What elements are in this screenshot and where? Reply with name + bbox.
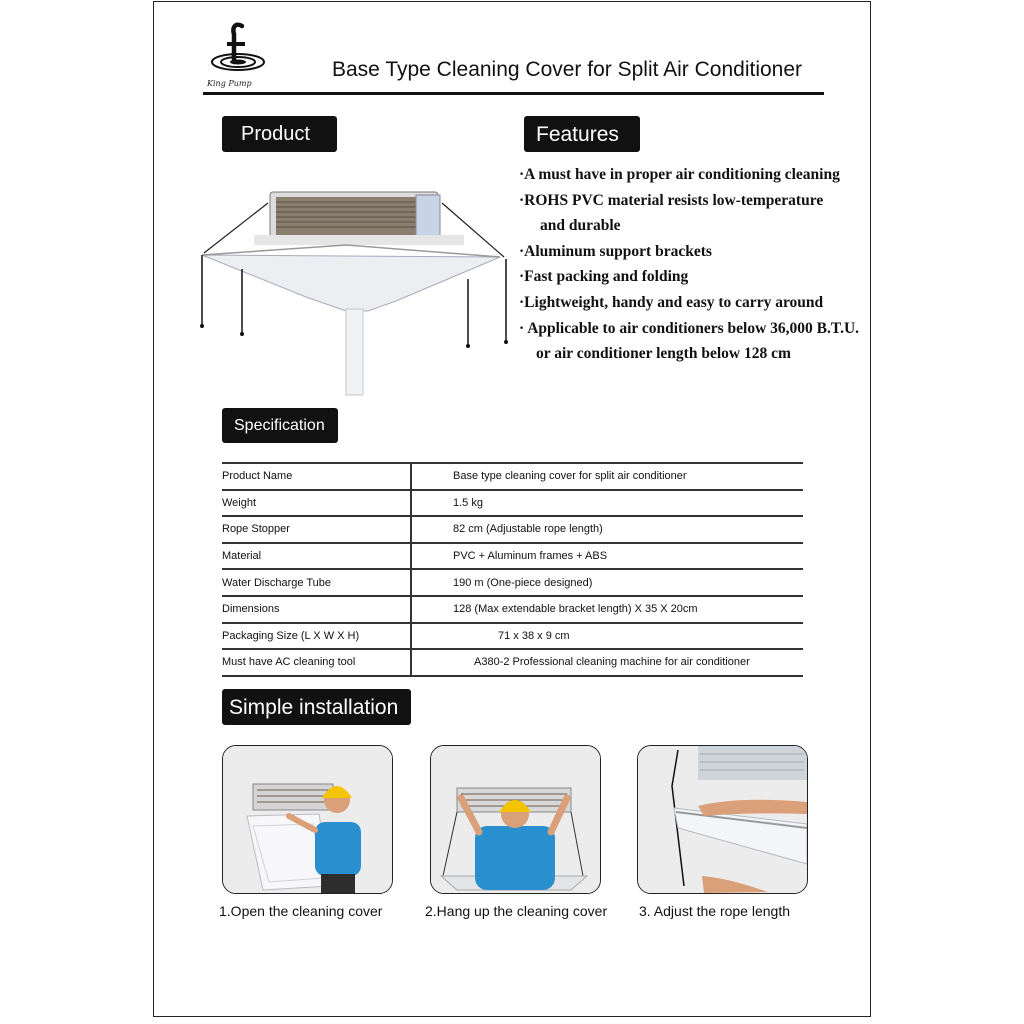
adjust-rope-photo-icon bbox=[638, 746, 807, 893]
table-row bbox=[222, 596, 803, 623]
hang-cover-photo-icon bbox=[431, 746, 600, 893]
table-row bbox=[222, 490, 803, 517]
table-row bbox=[222, 463, 803, 490]
spec-value: 82 cm (Adjustable rope length) bbox=[411, 516, 803, 543]
step-caption: 3. Adjust the rope length bbox=[639, 903, 790, 919]
spec-key: Water Discharge Tube bbox=[222, 569, 411, 596]
step-caption: 2.Hang up the cleaning cover bbox=[425, 903, 608, 919]
spec-value: Base type cleaning cover for split air conditioner bbox=[411, 463, 803, 490]
spec-value: 128 (Max extendable bracket length) X 35 X 20cm bbox=[411, 596, 803, 623]
page-title: Base Type Cleaning Cover for Split Air Conditioner bbox=[332, 58, 803, 81]
section-heading-product: Product bbox=[222, 116, 337, 152]
features-list bbox=[519, 162, 859, 367]
feature-item: ·Lightweight, handy and easy to carry around bbox=[519, 293, 824, 311]
spec-key: Must have AC cleaning tool bbox=[222, 649, 411, 676]
brand-name: King Pump bbox=[207, 79, 252, 88]
product-photo bbox=[196, 183, 512, 399]
section-heading-features: Features bbox=[524, 116, 640, 152]
feature-item: ·A must have in proper air conditioning cleaning bbox=[519, 166, 840, 183]
spec-key: Dimensions bbox=[222, 596, 411, 623]
table-row bbox=[222, 516, 803, 543]
feature-item: and durable bbox=[540, 217, 621, 235]
feature-item: ·Aluminum support brackets bbox=[519, 242, 712, 260]
specification-table bbox=[222, 462, 803, 677]
step-1-photo bbox=[222, 745, 393, 894]
spec-value: 1.5 kg bbox=[411, 490, 803, 517]
spec-key: Rope Stopper bbox=[222, 516, 411, 543]
spec-value: 190 m (One-piece designed) bbox=[411, 569, 803, 596]
section-heading-specification: Specification bbox=[222, 408, 338, 443]
spec-key: Material bbox=[222, 543, 411, 570]
step-3-photo bbox=[637, 745, 808, 894]
title-divider bbox=[203, 92, 824, 95]
feature-item: ·Fast packing and folding bbox=[519, 268, 689, 286]
spec-key: Product Name bbox=[222, 463, 411, 490]
section-heading-installation: Simple installation bbox=[222, 689, 411, 725]
table-row bbox=[222, 543, 803, 570]
feature-item: · Applicable to air conditioners below 36,000 B.T.U. bbox=[519, 319, 860, 337]
feature-item: ·ROHS PVC material resists low-temperature bbox=[519, 191, 824, 209]
open-cover-photo-icon bbox=[223, 746, 392, 893]
table-row bbox=[222, 649, 803, 676]
spec-key: Packaging Size (L X W X H) bbox=[222, 623, 411, 650]
spec-value: A380-2 Professional cleaning machine for air conditioner bbox=[411, 649, 803, 676]
spec-value: 71 x 38 x 9 cm bbox=[411, 623, 803, 650]
feature-item: or air conditioner length below 128 cm bbox=[536, 345, 791, 363]
step-caption: 1.Open the cleaning cover bbox=[219, 903, 383, 919]
step-2-photo bbox=[430, 745, 601, 894]
spec-key: Weight bbox=[222, 490, 411, 517]
spec-value: PVC + Aluminum frames + ABS bbox=[411, 543, 803, 570]
table-row bbox=[222, 569, 803, 596]
table-row bbox=[222, 623, 803, 650]
